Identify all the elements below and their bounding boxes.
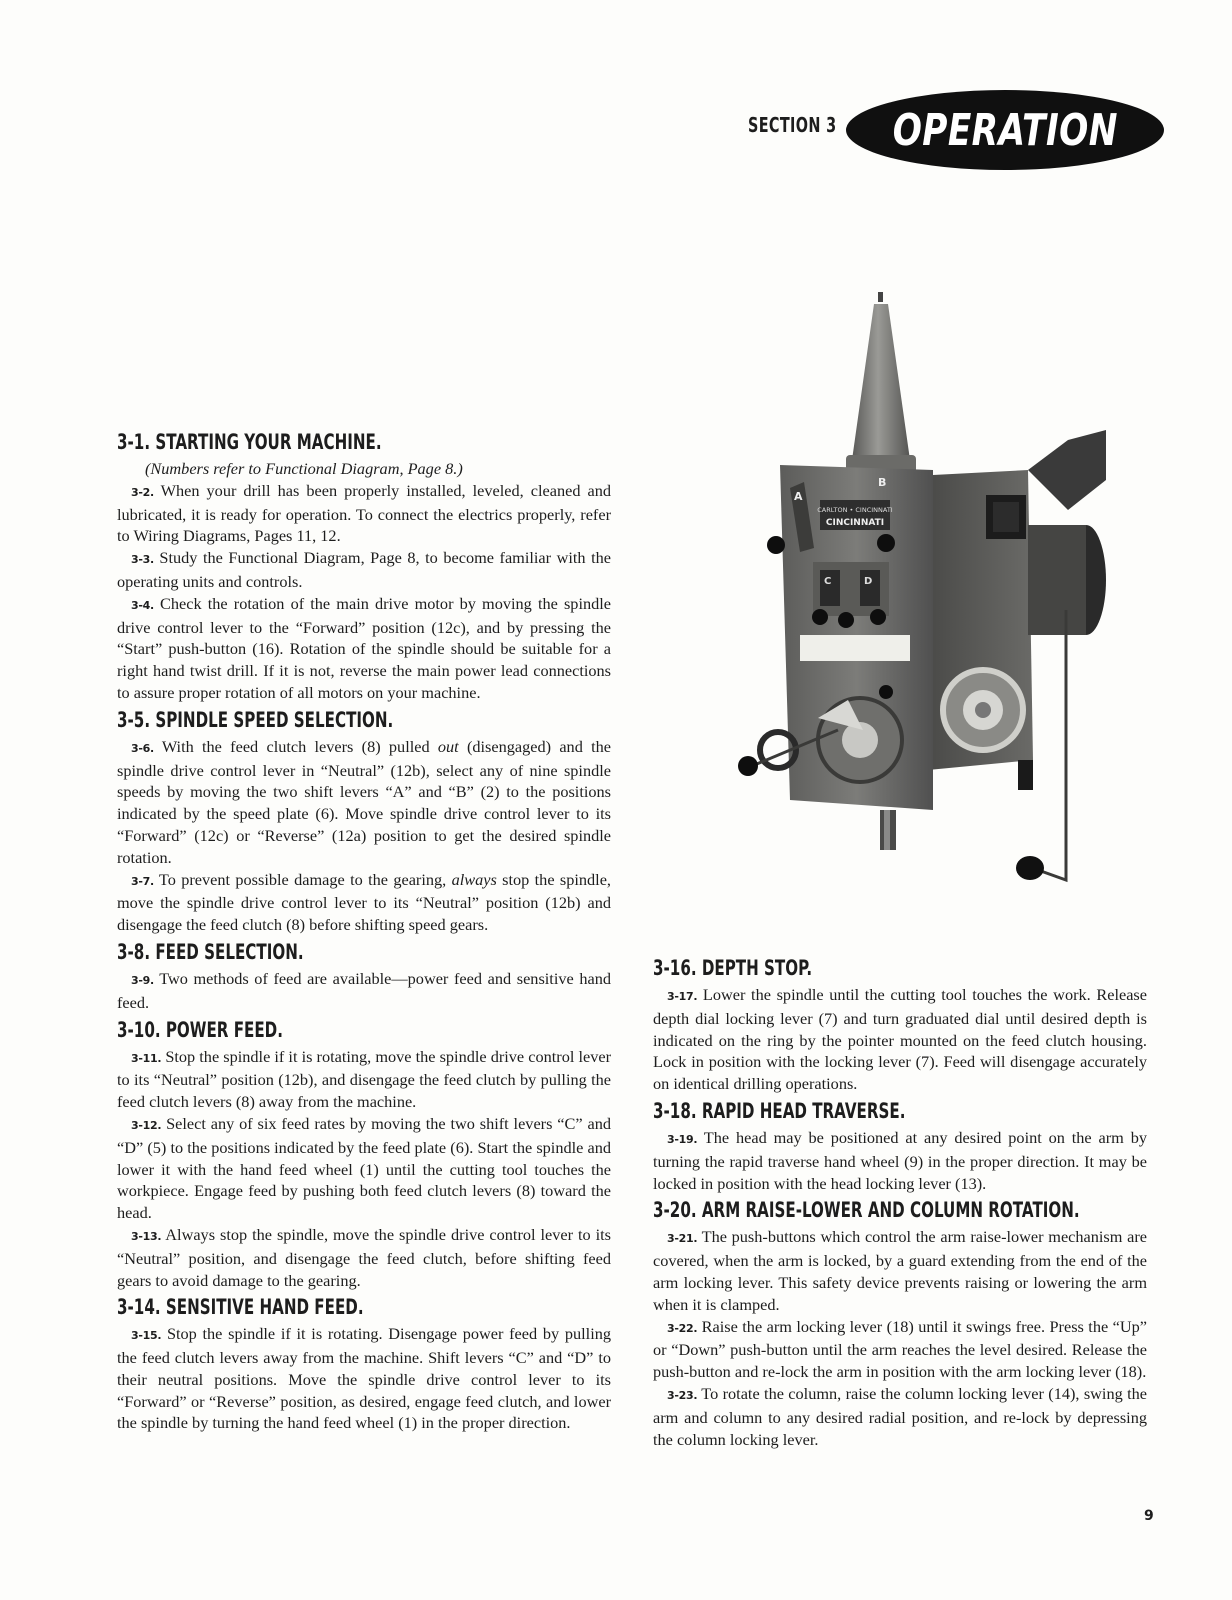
paragraph-number: 3-15. xyxy=(131,1329,162,1343)
nameplate-line1: CARLTON • CINCINNATI xyxy=(817,506,893,514)
paragraph-3-9: 3-9. Two methods of feed are available—power feed and sensitive hand feed. xyxy=(117,968,611,1012)
right-column xyxy=(653,952,1147,1450)
heading-rapid-head-traverse: 3-18. RAPID HEAD TRAVERSE. xyxy=(653,1098,906,1123)
drill-head-photo xyxy=(728,290,1108,900)
heading-depth-stop: 3-16. DEPTH STOP. xyxy=(653,956,813,980)
heading-sensitive-hand-feed: 3-14. SENSITIVE HAND FEED. xyxy=(117,1295,364,1320)
paragraph-number: 3-3. xyxy=(131,553,154,567)
heading-spindle-speed-selection: 3-5. SPINDLE SPEED SELECTION. xyxy=(117,707,394,732)
paragraph-3-15: 3-15. Stop the spindle if it is rotating. Disengage power feed by pulling the feed clutch levers away from the machine. Shift levers “C” and “D” to their neutral positions. Move the spindle drive control lever to its “Forward” or “Reverse” position, as desired, engage feed clutch, and lower the spindle by turning the hand feed wheel (1) in the proper direction. xyxy=(117,1324,611,1433)
paragraph-3-6: 3-6. With the feed clutch levers (8) pulled out (disengaged) and the spindle drive control lever in “Neutral” (12b), select any of nine spindle speeds by moving the two shift levers “A” and “B” (2) to the positions indicated by the speed plate (6). Move spindle drive control lever to its “Forward” (12c) or “Reverse” (12a) position to get the desired spindle rotation. xyxy=(117,736,611,867)
paragraph-number: 3-6. xyxy=(131,741,154,755)
lever-b-label: B xyxy=(878,476,887,489)
heading-starting-your-machine: 3-1. STARTING YOUR MACHINE. xyxy=(117,430,382,454)
paragraph-number: 3-7. xyxy=(131,874,154,888)
paragraph-3-22: 3-22. Raise the arm locking lever (18) until it swings free. Press the “Up” or “Down” push-button until the arm reaches the level desired. Release the push-button and re-lock the arm in position with the arm locking lever (18). xyxy=(653,1316,1147,1382)
paragraph-3-4: 3-4. Check the rotation of the main drive motor by moving the spindle drive control lever to the “Forward” position (12c), and by pressing the “Start” push-button (16). Rotation of the spindle should be suitable for a right hand twist drill. If it is not, reverse the main power lead connections to assure proper rotation of all motors on your machine. xyxy=(117,593,612,702)
left-column xyxy=(117,426,611,1434)
paragraph-3-19: 3-19. The head may be positioned at any desired point on the arm by turning the rapid traverse hand wheel (9) in the proper direction. It may be locked in position with the head locking lever (13). xyxy=(653,1127,1147,1193)
paragraph-3-23: 3-23. To rotate the column, raise the column locking lever (14), swing the arm and column to any desired radial position, and re-lock by depressing the column locking lever. xyxy=(653,1383,1147,1449)
paragraph-3-2: 3-2. When your drill has been properly installed, leveled, cleaned and lubricated, it is ready for operation. To connect the electrics properly, refer to Wiring Diagrams, Pages 11, 12. xyxy=(117,480,612,546)
paragraph-number: 3-22. xyxy=(667,1321,698,1335)
paragraph-number: 3-9. xyxy=(131,973,154,987)
section-header xyxy=(738,85,1178,175)
paragraph-number: 3-12. xyxy=(131,1118,162,1132)
heading-feed-selection: 3-8. FEED SELECTION. xyxy=(117,939,304,964)
paragraph-number: 3-19. xyxy=(667,1132,698,1146)
paragraph-number: 3-11. xyxy=(131,1051,162,1065)
lever-c-label: C xyxy=(824,576,832,587)
page-number: 9 xyxy=(1144,1508,1154,1524)
section-title: OPERATION xyxy=(892,104,1118,156)
paragraph-number: 3-13. xyxy=(131,1229,162,1243)
heading-power-feed: 3-10. POWER FEED. xyxy=(117,1017,283,1042)
paragraph-3-7: 3-7. To prevent possible damage to the gearing, always stop the spindle, move the spindle drive control lever to its “Neutral” position (12b) and disengage the feed clutch (8) before shifting speed gears. xyxy=(117,869,611,935)
heading-arm-raise-lower: 3-20. ARM RAISE-LOWER AND COLUMN ROTATION. xyxy=(653,1198,1080,1223)
paragraph-number: 3-21. xyxy=(667,1232,698,1246)
paragraph-number: 3-23. xyxy=(667,1388,698,1402)
paragraph-3-17: 3-17. Lower the spindle until the cutting tool touches the work. Release depth dial locking lever (7) and turn graduated dial until desired depth is indicated on the ring by the pointer mounted on the feed clutch housing. Lock in position with the locking lever (7). Feed will disengage accurately on identical drilling operations. xyxy=(653,985,1147,1094)
paragraph-number: 3-2. xyxy=(131,485,154,499)
paragraph-3-11: 3-11. Stop the spindle if it is rotating, move the spindle drive control lever to its “Neutral” position (12b), and disengage the feed clutch by pulling the feed clutch levers (8) away from the machine. xyxy=(117,1046,612,1112)
paragraph-number: 3-17. xyxy=(667,990,698,1003)
nameplate-line2: CINCINNATI xyxy=(825,518,885,528)
paragraph-number: 3-4. xyxy=(131,598,154,612)
paragraph-3-21: 3-21. The push-buttons which control the arm raise-lower mechanism are covered, when the arm is locked, by a guard extending from the end of the arm locking lever. This safety device prevents raising or lowering the arm when it is clamped. xyxy=(653,1227,1147,1314)
paragraph-3-13: 3-13. Always stop the spindle, move the spindle drive control lever to its “Neutral” position, and disengage the feed clutch, before shifting feed gears to avoid damage to the gearing. xyxy=(117,1224,612,1290)
paragraph-3-12: 3-12. Select any of six feed rates by moving the two shift levers “C” and “D” (5) to the positions indicated by the feed plate (6). Start the spindle and lower it with the hand feed wheel (1) until the cutting tool touches the workpiece. Engage feed by pushing both feed clutch levers (8) toward the head. xyxy=(117,1113,611,1223)
lever-a-label: A xyxy=(794,490,803,503)
lever-d-label: D xyxy=(864,576,873,587)
paragraph-3-3: 3-3. Study the Functional Diagram, Page 8, to become familiar with the operating units and controls. xyxy=(117,548,612,591)
section-label: SECTION 3 xyxy=(748,113,837,137)
note-functional-diagram: (Numbers refer to Functional Diagram, Page 8.) xyxy=(145,459,463,478)
